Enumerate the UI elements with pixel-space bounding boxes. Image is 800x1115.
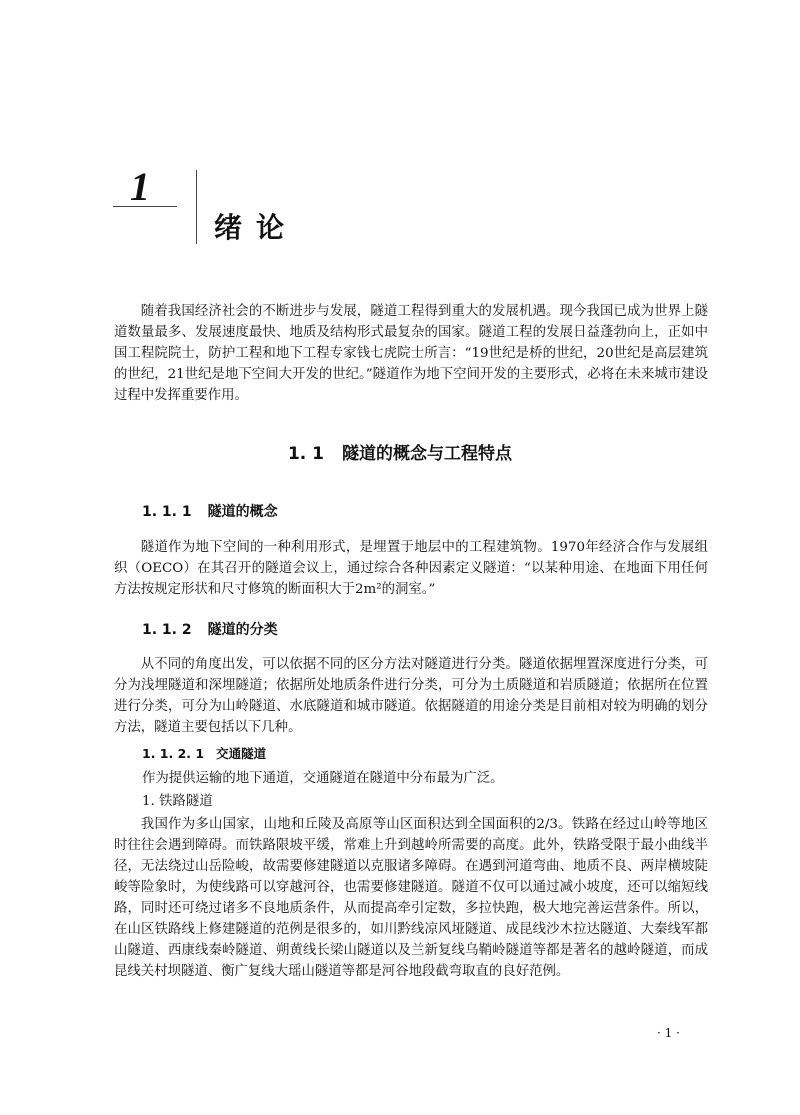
subsubsection-title: 交通隧道 xyxy=(216,746,267,761)
classification-paragraph: 从不同的角度出发，可以依据不同的区分方法对隧道进行分类。隧道依据埋置深度进行分类，可分为浅埋隧道和深埋隧道；依据所处地质条件进行分类，可分为土质隧道和岩质隧道；依据所在位置进行分类，可分为山岭隧道、水底隧道和城市隧道。依据隧道的用途分类是目前相对较为明确的划分方法，隧道主要包括以下几种。 xyxy=(114,657,708,735)
section-heading-1-1 xyxy=(0,442,800,466)
subsection-title: 隧道的分类 xyxy=(207,622,278,638)
chapter-number: 1 xyxy=(130,164,150,209)
traffic-tunnel-lead: 作为提供运输的地下通道，交通隧道在隧道中分布最为广泛。 xyxy=(142,771,504,786)
page-number: · 1 · xyxy=(657,1026,680,1040)
subsection-number: 1. 1. 1 xyxy=(142,504,192,520)
item-railway-tunnel-label: 1. 铁路隧道 xyxy=(142,794,213,809)
chapter-divider xyxy=(196,170,197,244)
concept-paragraph: 隧道作为地下空间的一种利用形式，是埋置于地层中的工程建筑物。1970年经济合作与发展组织（OECO）在其召开的隧道会议上，通过综合各种因素定义隧道：“以某种用途、在地面下用任何方法按规定形状和尺寸修筑的断面积大于2m²的洞室。” xyxy=(114,540,708,597)
subsection-heading-1-1-2 xyxy=(142,620,278,640)
section-title: 隧道的概念与工程特点 xyxy=(342,444,513,464)
chapter-number-rule xyxy=(113,206,177,207)
railway-tunnel-paragraph: 我国作为多山国家，山地和丘陵及高原等山区面积达到全国面积的2/3。铁路在经过山岭等地区时往往会遇到障碍。而铁路限坡平缓，常难上升到越岭所需要的高度。此外，铁路受限于最小曲线半径，无法绕过山岳险峻，故需要修建隧道以克服诸多障碍。在遇到河道弯曲、地质不良、两岸横坡陡峻等险象时，为使线路可以穿越河谷，也需要修建隧道。隧道不仅可以通过减小坡度，还可以缩短线路，同时还可绕过诸多不良地质条件，从而提高牵引定数，多拉快跑，极大地完善运营条件。所以，在山区铁路线上修建隧道的范例是很多的，如川黔线凉风垭隧道、成昆线沙木拉达隧道、大秦线军都山隧道、西康线秦岭隧道、朔黄线长梁山隧道以及兰新复线乌鞘岭隧道等都是著名的越岭隧道，而成昆线关村坝隧道、衡广复线大瑶山隧道等都是河谷地段截弯取直的良好范例。 xyxy=(114,817,708,979)
intro-paragraph: 随着我国经济社会的不断进步与发展，隧道工程得到重大的发展机遇。现今我国已成为世界上隧道数量最多、发展速度最快、地质及结构形式最复杂的国家。隧道工程的发展日益蓬勃向上，正如中国工程院院士，防护工程和地下工程专家钱七虎院士所言：“19世纪是桥的世纪，20世纪是高层建筑的世纪，21世纪是地下空间大开发的世纪。”隧道作为地下空间开发的主要形式，必将在未来城市建设过程中发挥重要作用。 xyxy=(114,304,708,403)
subsubsection-heading-1-1-2-1 xyxy=(142,744,266,764)
subsection-number: 1. 1. 2 xyxy=(142,622,192,638)
chapter-title: 绪论 xyxy=(214,211,299,244)
subsubsection-number: 1. 1. 2. 1 xyxy=(142,746,205,761)
section-number: 1. 1 xyxy=(287,444,325,464)
subsection-heading-1-1-1 xyxy=(142,502,278,522)
subsection-title: 隧道的概念 xyxy=(207,504,278,520)
